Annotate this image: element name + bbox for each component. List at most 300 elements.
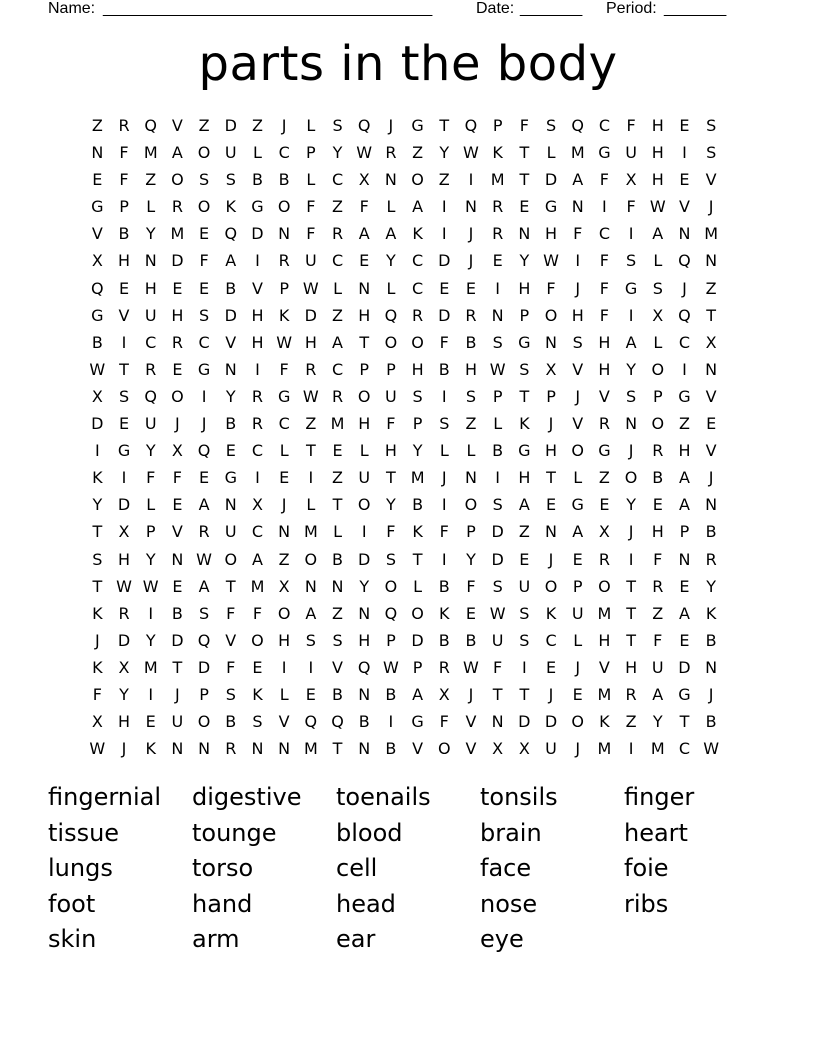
grid-letter[interactable]: S — [465, 386, 477, 406]
grid-letter[interactable]: N — [464, 468, 477, 488]
grid-letter[interactable]: K — [492, 143, 503, 163]
grid-letter[interactable]: O — [411, 332, 424, 352]
grid-letter[interactable]: E — [199, 278, 210, 298]
grid-letter[interactable]: E — [145, 712, 156, 732]
grid-letter[interactable]: N — [331, 576, 344, 596]
grid-letter[interactable]: E — [465, 603, 477, 623]
grid-letter[interactable]: I — [441, 197, 447, 217]
grid-letter[interactable]: A — [332, 332, 343, 352]
grid-letter[interactable]: H — [651, 116, 664, 135]
grid-letter[interactable]: J — [468, 684, 474, 704]
grid-letter[interactable]: A — [678, 495, 690, 515]
grid-letter[interactable]: X — [705, 332, 717, 352]
grid-letter[interactable]: N — [224, 495, 237, 515]
grid-letter[interactable]: R — [385, 143, 397, 163]
grid-letter[interactable]: T — [706, 305, 717, 325]
grid-letter[interactable]: T — [492, 684, 503, 704]
grid-letter[interactable]: Y — [359, 576, 370, 596]
grid-letter[interactable]: U — [358, 468, 371, 488]
grid-letter[interactable]: B — [705, 630, 717, 650]
grid-letter[interactable]: J — [468, 251, 474, 271]
grid-letter[interactable]: L — [386, 197, 396, 217]
grid-letter[interactable]: G — [624, 278, 638, 298]
grid-letter[interactable]: J — [575, 278, 581, 298]
grid-letter[interactable]: K — [412, 522, 423, 542]
grid-letter[interactable]: E — [172, 495, 183, 515]
grid-letter[interactable]: T — [359, 332, 370, 352]
grid-letter[interactable]: D — [491, 522, 504, 542]
grid-letter[interactable]: Y — [225, 386, 236, 406]
grid-letter[interactable]: M — [303, 522, 318, 542]
grid-letter[interactable]: N — [278, 224, 291, 244]
grid-letter[interactable]: M — [650, 739, 665, 759]
grid-letter[interactable]: R — [305, 359, 317, 379]
grid-letter[interactable]: X — [598, 522, 610, 542]
grid-letter[interactable]: T — [119, 359, 129, 379]
grid-letter[interactable]: A — [171, 143, 183, 163]
grid-letter[interactable]: X — [251, 495, 263, 515]
grid-letter[interactable]: D — [544, 170, 558, 190]
grid-letter[interactable]: J — [441, 468, 447, 488]
grid-letter[interactable]: Z — [332, 197, 344, 217]
grid-letter[interactable]: M — [570, 143, 585, 163]
grid-letter[interactable]: F — [519, 116, 529, 135]
grid-letter[interactable]: S — [706, 116, 717, 135]
grid-letter[interactable]: T — [546, 468, 556, 488]
grid-letter[interactable]: X — [625, 170, 637, 190]
grid-letter[interactable]: O — [598, 576, 611, 596]
grid-letter[interactable]: Y — [652, 712, 663, 732]
grid-letter[interactable]: N — [198, 739, 211, 759]
grid-letter[interactable]: I — [441, 549, 447, 569]
grid-letter[interactable]: R — [331, 224, 344, 244]
grid-letter[interactable]: I — [495, 468, 501, 488]
grid-letter[interactable]: K — [599, 712, 610, 732]
grid-letter[interactable]: W — [142, 576, 159, 596]
grid-letter[interactable]: U — [385, 386, 397, 406]
grid-letter[interactable]: G — [544, 197, 558, 217]
grid-letter[interactable]: L — [333, 522, 342, 542]
grid-letter[interactable]: I — [255, 251, 260, 271]
grid-letter[interactable]: D — [197, 657, 211, 677]
grid-letter[interactable]: C — [331, 359, 344, 379]
grid-letter[interactable]: F — [626, 116, 636, 135]
grid-letter[interactable]: N — [358, 684, 371, 704]
grid-letter[interactable]: Y — [466, 549, 476, 569]
grid-letter[interactable]: W — [543, 251, 559, 271]
grid-letter[interactable]: J — [121, 739, 127, 759]
grid-letter[interactable]: I — [121, 332, 127, 352]
grid-letter[interactable]: M — [143, 143, 158, 163]
grid-letter[interactable]: J — [628, 522, 634, 542]
grid-letter[interactable]: N — [545, 332, 558, 352]
grid-letter[interactable]: O — [171, 386, 184, 406]
grid-letter[interactable]: U — [491, 630, 504, 650]
grid-letter[interactable]: L — [359, 441, 369, 461]
grid-letter[interactable]: P — [546, 386, 556, 406]
grid-letter[interactable]: L — [573, 630, 583, 650]
grid-letter[interactable]: D — [411, 630, 424, 650]
grid-letter[interactable]: O — [464, 495, 478, 515]
grid-letter[interactable]: Y — [92, 495, 103, 515]
grid-letter[interactable]: O — [651, 414, 665, 434]
grid-letter[interactable]: A — [412, 684, 424, 704]
grid-letter[interactable]: X — [278, 576, 290, 596]
grid-letter[interactable]: E — [118, 278, 130, 298]
grid-letter[interactable]: R — [598, 414, 610, 434]
grid-letter[interactable]: G — [251, 197, 264, 217]
grid-letter[interactable]: B — [652, 468, 664, 488]
grid-letter[interactable]: Z — [598, 468, 610, 488]
grid-letter[interactable]: Q — [197, 441, 211, 461]
grid-letter[interactable]: E — [439, 278, 450, 298]
grid-letter[interactable]: G — [518, 332, 531, 352]
grid-letter[interactable]: M — [410, 468, 425, 488]
grid-letter[interactable]: Q — [144, 116, 158, 135]
grid-letter[interactable]: S — [412, 386, 423, 406]
grid-letter[interactable]: U — [144, 305, 157, 325]
grid-letter[interactable]: J — [548, 549, 554, 569]
grid-letter[interactable]: W — [382, 657, 399, 677]
grid-letter[interactable]: Y — [145, 224, 156, 244]
grid-letter[interactable]: D — [304, 305, 317, 325]
grid-letter[interactable]: I — [148, 603, 154, 623]
grid-letter[interactable]: E — [465, 278, 477, 298]
grid-letter[interactable]: L — [146, 197, 156, 217]
grid-letter[interactable]: Z — [332, 305, 344, 325]
grid-letter[interactable]: S — [492, 495, 503, 515]
grid-letter[interactable]: F — [386, 414, 396, 434]
grid-letter[interactable]: Z — [305, 414, 317, 434]
grid-letter[interactable]: J — [682, 278, 687, 298]
grid-letter[interactable]: B — [171, 603, 183, 623]
grid-letter[interactable]: Q — [224, 224, 238, 244]
grid-letter[interactable]: D — [438, 305, 451, 325]
grid-letter[interactable]: V — [465, 739, 477, 759]
grid-letter[interactable]: E — [332, 441, 343, 461]
grid-letter[interactable]: G — [91, 305, 104, 325]
grid-letter[interactable]: Q — [678, 251, 691, 271]
grid-letter[interactable]: B — [385, 684, 397, 704]
grid-letter[interactable]: H — [651, 522, 664, 542]
grid-letter[interactable]: I — [121, 468, 127, 488]
grid-letter[interactable]: H — [464, 359, 477, 379]
grid-letter[interactable]: I — [308, 657, 314, 677]
grid-letter[interactable]: D — [224, 116, 237, 135]
grid-letter[interactable]: N — [144, 251, 157, 271]
grid-letter[interactable]: U — [518, 576, 531, 596]
grid-letter[interactable]: X — [118, 522, 130, 542]
grid-letter[interactable]: L — [466, 441, 476, 461]
grid-letter[interactable]: T — [519, 684, 530, 704]
grid-letter[interactable]: Y — [439, 143, 450, 163]
grid-letter[interactable]: F — [466, 576, 476, 596]
grid-letter[interactable]: E — [706, 414, 717, 434]
grid-letter[interactable]: K — [225, 197, 237, 217]
grid-letter[interactable]: O — [277, 603, 291, 623]
grid-letter[interactable]: N — [358, 739, 371, 759]
grid-letter[interactable]: R — [652, 576, 664, 596]
grid-letter[interactable]: S — [252, 712, 263, 732]
grid-letter[interactable]: V — [412, 739, 424, 759]
grid-letter[interactable]: G — [571, 495, 584, 515]
grid-letter[interactable]: B — [438, 359, 450, 379]
grid-letter[interactable]: A — [225, 251, 237, 271]
grid-letter[interactable]: I — [281, 657, 287, 677]
grid-letter[interactable]: M — [704, 224, 719, 244]
grid-letter[interactable]: O — [384, 332, 398, 352]
grid-letter[interactable]: W — [302, 386, 319, 406]
grid-letter[interactable]: P — [199, 684, 209, 704]
grid-letter[interactable]: K — [439, 603, 450, 623]
grid-letter[interactable]: A — [572, 170, 584, 190]
grid-letter[interactable]: S — [332, 630, 343, 650]
grid-letter[interactable]: W — [489, 359, 506, 379]
grid-letter[interactable]: M — [490, 170, 505, 190]
grid-letter[interactable]: S — [519, 603, 530, 623]
grid-letter[interactable]: F — [599, 251, 609, 271]
grid-letter[interactable]: I — [255, 359, 260, 379]
grid-letter[interactable]: C — [278, 414, 290, 434]
grid-letter[interactable]: T — [626, 603, 636, 623]
grid-letter[interactable]: T — [92, 576, 103, 596]
grid-letter[interactable]: F — [653, 549, 663, 569]
grid-letter[interactable]: O — [197, 712, 211, 732]
grid-letter[interactable]: J — [94, 630, 100, 650]
grid-letter[interactable]: D — [251, 224, 264, 244]
grid-letter[interactable]: S — [92, 549, 103, 569]
grid-letter[interactable]: R — [492, 197, 504, 217]
grid-letter[interactable]: R — [438, 657, 450, 677]
grid-letter[interactable]: V — [332, 657, 343, 677]
grid-letter[interactable]: D — [171, 630, 184, 650]
grid-letter[interactable]: E — [492, 251, 503, 271]
grid-letter[interactable]: G — [598, 143, 611, 163]
grid-letter[interactable]: B — [332, 549, 344, 569]
grid-letter[interactable]: H — [384, 441, 397, 461]
grid-letter[interactable]: F — [546, 278, 556, 298]
grid-letter[interactable]: G — [518, 441, 531, 461]
grid-letter[interactable]: H — [144, 278, 157, 298]
grid-letter[interactable]: T — [92, 522, 103, 542]
grid-letter[interactable]: H — [545, 441, 558, 461]
grid-letter[interactable]: Y — [626, 495, 636, 515]
grid-letter[interactable]: L — [653, 332, 663, 352]
grid-letter[interactable]: B — [438, 576, 450, 596]
grid-letter[interactable]: F — [439, 712, 449, 732]
grid-letter[interactable]: M — [143, 657, 158, 677]
grid-letter[interactable]: E — [92, 170, 103, 190]
grid-letter[interactable]: J — [708, 684, 714, 704]
grid-letter[interactable]: S — [199, 170, 210, 190]
grid-letter[interactable]: N — [304, 576, 317, 596]
grid-letter[interactable]: P — [492, 386, 503, 406]
grid-letter[interactable]: D — [544, 712, 558, 732]
grid-letter[interactable]: P — [386, 630, 396, 650]
grid-letter[interactable]: W — [116, 576, 132, 596]
grid-letter[interactable]: N — [625, 414, 638, 434]
grid-letter[interactable]: L — [279, 441, 289, 461]
grid-letter[interactable]: H — [625, 657, 638, 677]
grid-letter[interactable]: V — [705, 441, 717, 461]
grid-letter[interactable]: D — [358, 549, 371, 569]
grid-letter[interactable]: O — [571, 441, 585, 461]
grid-letter[interactable]: F — [252, 603, 263, 623]
grid-letter[interactable]: T — [332, 495, 343, 515]
grid-letter[interactable]: A — [358, 224, 370, 244]
grid-letter[interactable]: N — [278, 739, 291, 759]
grid-letter[interactable]: F — [226, 657, 236, 677]
grid-letter[interactable]: W — [276, 332, 293, 352]
grid-letter[interactable]: H — [545, 224, 558, 244]
grid-letter[interactable]: V — [598, 386, 610, 406]
grid-letter[interactable]: L — [493, 414, 503, 434]
grid-letter[interactable]: T — [439, 116, 450, 135]
grid-letter[interactable]: T — [332, 739, 343, 759]
grid-letter[interactable]: V — [572, 359, 584, 379]
grid-letter[interactable]: R — [171, 332, 183, 352]
grid-letter[interactable]: L — [546, 143, 556, 163]
grid-letter[interactable]: B — [465, 630, 477, 650]
grid-letter[interactable]: B — [358, 712, 370, 732]
grid-letter[interactable]: E — [679, 116, 690, 135]
grid-letter[interactable]: B — [438, 630, 450, 650]
grid-letter[interactable]: E — [252, 657, 263, 677]
grid-letter[interactable]: R — [705, 549, 717, 569]
grid-letter[interactable]: Z — [438, 170, 450, 190]
grid-letter[interactable]: H — [411, 359, 424, 379]
grid-letter[interactable]: V — [91, 224, 103, 244]
grid-letter[interactable]: R — [251, 386, 264, 406]
grid-letter[interactable]: Y — [145, 630, 156, 650]
grid-letter[interactable]: F — [599, 305, 609, 325]
grid-letter[interactable]: E — [599, 495, 610, 515]
grid-letter[interactable]: C — [331, 251, 344, 271]
grid-letter[interactable]: G — [117, 441, 131, 461]
grid-letter[interactable]: W — [649, 197, 666, 217]
grid-letter[interactable]: E — [305, 684, 316, 704]
grid-letter[interactable]: I — [148, 684, 154, 704]
grid-letter[interactable]: J — [708, 197, 714, 217]
grid-letter[interactable]: W — [196, 549, 212, 569]
grid-letter[interactable]: V — [572, 414, 584, 434]
grid-letter[interactable]: L — [253, 143, 262, 163]
grid-letter[interactable]: B — [332, 684, 344, 704]
grid-letter[interactable]: O — [171, 170, 184, 190]
grid-letter[interactable]: E — [519, 549, 530, 569]
grid-letter[interactable]: N — [224, 359, 237, 379]
grid-letter[interactable]: J — [575, 386, 581, 406]
grid-letter[interactable]: W — [703, 739, 720, 759]
grid-letter[interactable]: W — [356, 143, 373, 163]
grid-letter[interactable]: Q — [331, 712, 344, 732]
grid-letter[interactable]: K — [519, 414, 530, 434]
grid-letter[interactable]: R — [331, 386, 344, 406]
grid-letter[interactable]: J — [175, 414, 180, 434]
grid-letter[interactable]: T — [679, 712, 690, 732]
grid-letter[interactable]: K — [705, 603, 717, 623]
grid-letter[interactable]: B — [278, 170, 290, 190]
grid-letter[interactable]: U — [571, 603, 584, 623]
grid-letter[interactable]: P — [145, 522, 156, 542]
grid-letter[interactable]: Y — [412, 441, 423, 461]
grid-letter[interactable]: Q — [144, 386, 158, 406]
grid-letter[interactable]: V — [171, 116, 183, 135]
grid-letter[interactable]: F — [119, 170, 129, 190]
grid-letter[interactable]: S — [652, 278, 663, 298]
name-blank-line[interactable]: _____________________________________ — [103, 0, 433, 17]
grid-letter[interactable]: S — [572, 332, 583, 352]
grid-letter[interactable]: J — [708, 468, 714, 488]
grid-letter[interactable]: O — [544, 576, 558, 596]
grid-letter[interactable]: M — [330, 414, 345, 434]
grid-letter[interactable]: F — [226, 603, 236, 623]
grid-letter[interactable]: O — [571, 712, 585, 732]
grid-letter[interactable]: P — [466, 522, 476, 542]
grid-letter[interactable]: I — [441, 495, 447, 515]
grid-letter[interactable]: D — [518, 712, 531, 732]
grid-letter[interactable]: Z — [652, 603, 664, 623]
grid-letter[interactable]: C — [251, 441, 264, 461]
grid-letter[interactable]: E — [679, 630, 690, 650]
grid-letter[interactable]: F — [306, 224, 316, 244]
grid-letter[interactable]: N — [705, 359, 718, 379]
grid-letter[interactable]: E — [519, 197, 530, 217]
grid-letter[interactable]: Z — [251, 116, 263, 135]
grid-letter[interactable]: O — [651, 359, 665, 379]
grid-letter[interactable]: B — [465, 332, 477, 352]
grid-letter[interactable]: F — [653, 630, 663, 650]
grid-letter[interactable]: H — [171, 305, 184, 325]
grid-letter[interactable]: H — [518, 468, 531, 488]
grid-letter[interactable]: O — [277, 197, 291, 217]
grid-letter[interactable]: F — [626, 197, 636, 217]
grid-letter[interactable]: B — [225, 414, 237, 434]
grid-letter[interactable]: F — [92, 684, 102, 704]
grid-letter[interactable]: F — [599, 278, 609, 298]
grid-letter[interactable]: P — [412, 657, 423, 677]
grid-letter[interactable]: R — [598, 549, 610, 569]
grid-letter[interactable]: F — [279, 359, 289, 379]
grid-letter[interactable]: M — [170, 224, 185, 244]
grid-letter[interactable]: V — [705, 170, 717, 190]
grid-letter[interactable]: N — [678, 549, 691, 569]
grid-letter[interactable]: P — [572, 576, 583, 596]
grid-letter[interactable]: V — [598, 657, 610, 677]
grid-letter[interactable]: F — [306, 197, 316, 217]
grid-letter[interactable]: I — [682, 143, 687, 163]
grid-letter[interactable]: N — [571, 197, 584, 217]
grid-letter[interactable]: F — [199, 251, 209, 271]
grid-letter[interactable]: U — [171, 712, 184, 732]
grid-letter[interactable]: O — [197, 197, 211, 217]
grid-letter[interactable]: C — [278, 143, 290, 163]
grid-letter[interactable]: H — [118, 712, 131, 732]
grid-letter[interactable]: L — [439, 441, 449, 461]
grid-letter[interactable]: F — [386, 522, 396, 542]
grid-letter[interactable]: R — [145, 359, 157, 379]
grid-letter[interactable]: S — [332, 116, 343, 135]
grid-letter[interactable]: G — [197, 359, 211, 379]
grid-letter[interactable]: A — [198, 576, 210, 596]
grid-letter[interactable]: B — [225, 712, 237, 732]
grid-letter[interactable]: W — [463, 657, 479, 677]
grid-letter[interactable]: R — [225, 739, 237, 759]
grid-letter[interactable]: H — [358, 630, 371, 650]
grid-letter[interactable]: M — [597, 603, 612, 623]
grid-letter[interactable]: P — [306, 143, 316, 163]
grid-letter[interactable]: E — [679, 170, 690, 190]
